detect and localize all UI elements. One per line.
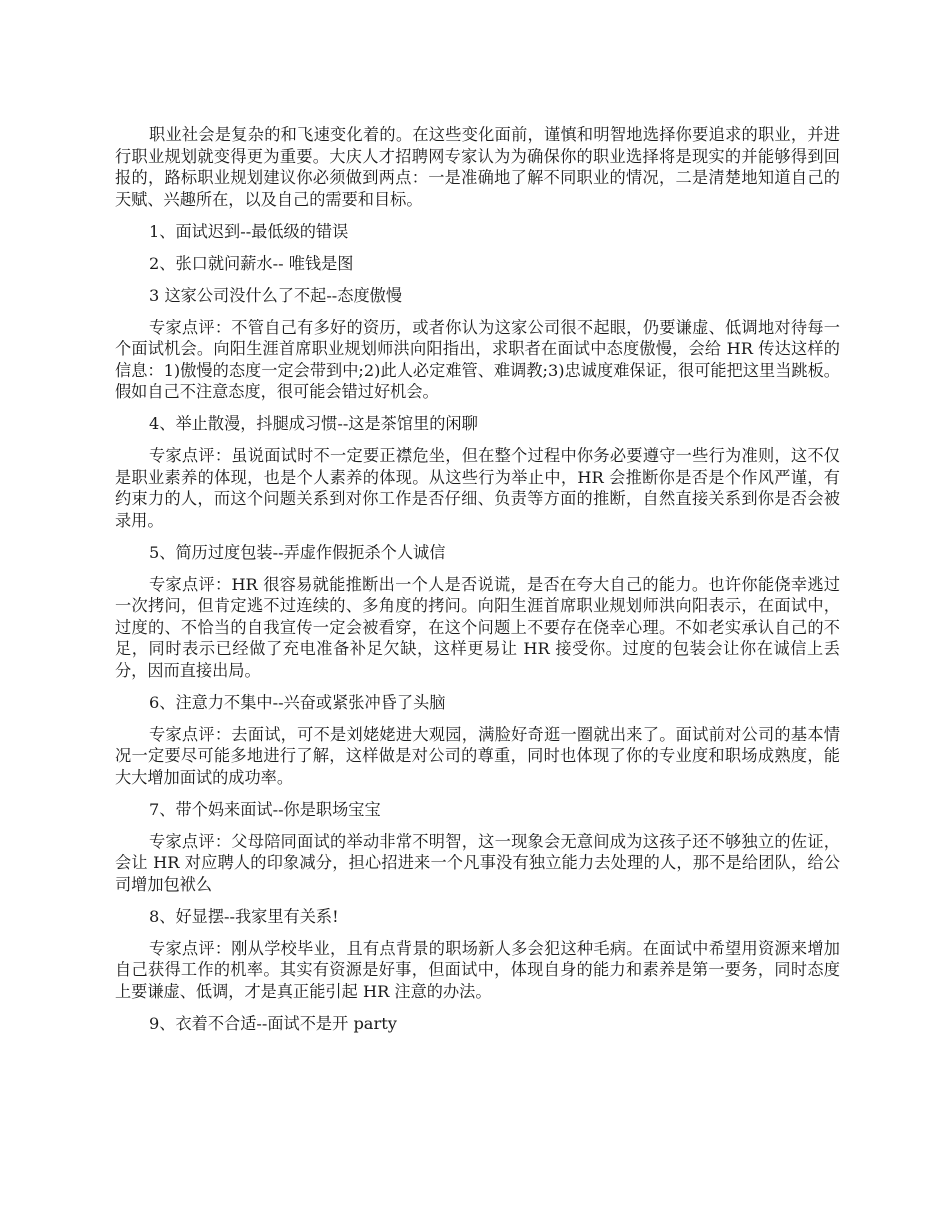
- item-6-title: 6、注意力不集中--兴奋或紧张冲昏了头脑: [149, 692, 446, 712]
- item-6-comment: 专家点评：去面试，可不是刘姥姥进大观园，满脸好奇逛一圈就出来了。面试前对公司的基本情况一定要尽可能多地进行了解，这样做是对公司的尊重，同时也体现了你的专业度和职场成熟度，能大大增加面试的成功率。: [115, 724, 840, 787]
- item-7-title: 7、带个妈来面试--你是职场宝宝: [149, 799, 381, 819]
- item-5-comment: 专家点评：HR 很容易就能推断出一个人是否说谎，是否在夸大自己的能力。也许你能侥幸逃过一次拷问，但肯定逃不过连续的、多角度的拷问。向阳生涯首席职业规划师洪向阳表示，在面试中，过度的、不恰当的自我宣传一定会被看穿，在这个问题上不要存在侥幸心理。不如老实承认自己的不足，同时表示已经做了充电准备补足欠缺，这样更易让 HR 接受你。过度的包装会让你在诚信上丢分，因而直接出局。: [115, 574, 840, 680]
- item-3-title: 3 这家公司没什么了不起--态度傲慢: [149, 285, 403, 305]
- item-3-comment: 专家点评：不管自己有多好的资历，或者你认为这家公司很不起眼，仍要谦虚、低调地对待每一个面试机会。向阳生涯首席职业规划师洪向阳指出，求职者在面试中态度傲慢，会给 HR 传达这样的信息：1)傲慢的态度一定会带到中;2)此人必定难管、难调教;3)忠诚度难保证，很可能把这里当跳板。假如自己不注意态度，很可能会错过好机会。: [115, 317, 840, 401]
- item-5-title: 5、简历过度包装--弄虚作假扼杀个人诚信: [149, 542, 446, 562]
- item-4-comment: 专家点评：虽说面试时不一定要正襟危坐，但在整个过程中你务必要遵守一些行为准则，这不仅是职业素养的体现，也是个人素养的体现。从这些行为举止中，HR 会推断你是否是个作风严谨，有约束力的人，而这个问题关系到对你工作是否仔细、负责等方面的推断，自然直接关系到你是否会被录用。: [115, 446, 840, 530]
- item-4-title: 4、举止散漫，抖腿成习惯--这是茶馆里的闲聊: [149, 414, 478, 433]
- intro-paragraph: 职业社会是复杂的和飞速变化着的。在这些变化面前，谨慎和明智地选择你要追求的职业，并进行职业规划就变得更为重要。大庆人才招聘网专家认为为确保你的职业选择将是现实的并能够得到回报的，路标职业规划建议你必须做到两点：一是准确地了解不同职业的情况，二是清楚地知道自己的天赋、兴趣所在，以及自己的需要和目标。: [115, 125, 840, 209]
- item-9-title: 9、衣着不合适--面试不是开 party: [149, 1013, 397, 1033]
- item-7-comment: 专家点评：父母陪同面试的举动非常不明智，这一现象会无意间成为这孩子还不够独立的佐证，会让 HR 对应聘人的印象减分，担心招进来一个凡事没有独立能力去处理的人，那不是给团队，给公司增加包袱么: [115, 831, 840, 894]
- item-8-comment: 专家点评：刚从学校毕业，且有点背景的职场新人多会犯这种毛病。在面试中希望用资源来增加自己获得工作的机率。其实有资源是好事，但面试中，体现自身的能力和素养是第一要务，同时态度上要谦虚、低调，才是真正能引起 HR 注意的办法。: [115, 938, 840, 1001]
- item-1-title: 1、面试迟到--最低级的错误: [149, 221, 349, 241]
- item-2-title: 2、张口就问薪水-- 唯钱是图: [149, 253, 354, 273]
- item-8-title: 8、好显摆--我家里有关系!: [149, 906, 339, 926]
